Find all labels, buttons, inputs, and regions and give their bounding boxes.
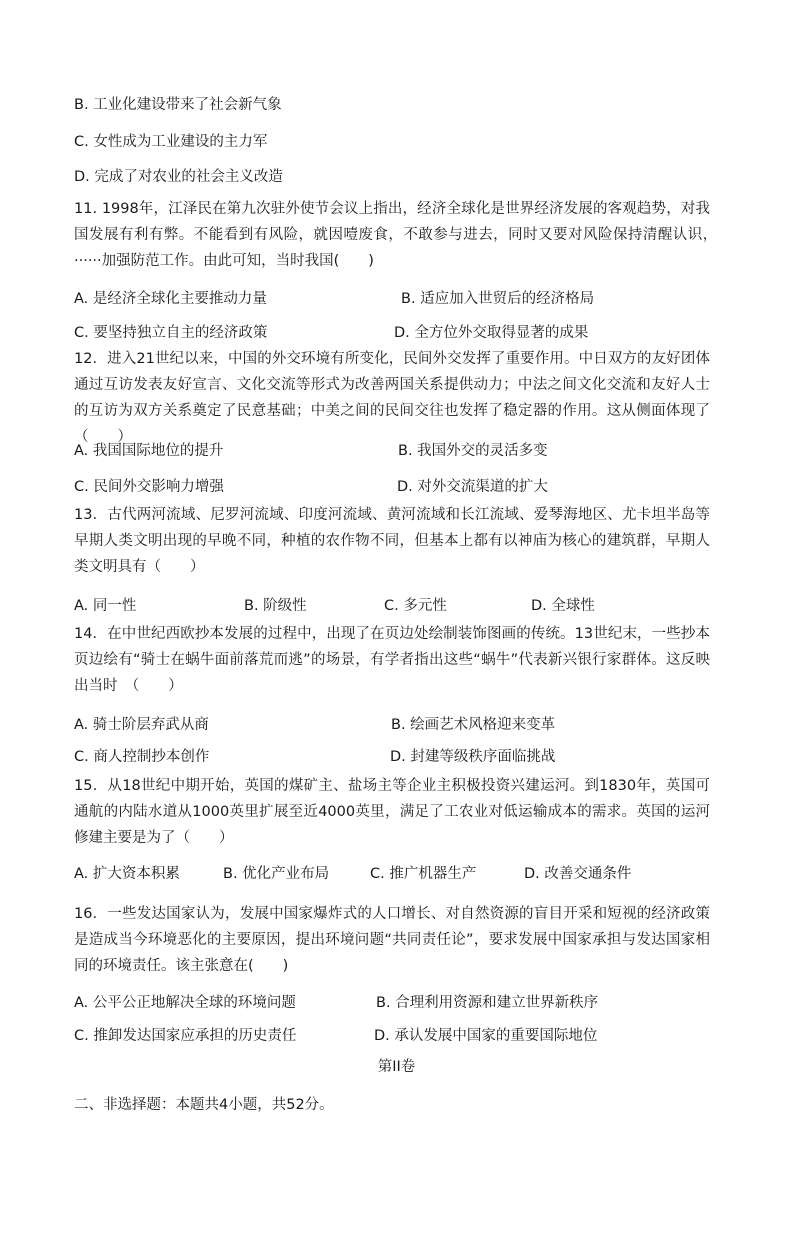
section-title: 第II卷: [377, 1059, 416, 1075]
question-16-option-b: B. 合理利用资源和建立世界新秩序: [376, 995, 599, 1011]
question-14-stem: 14．在中世纪西欧抄本发展的过程中，出现了在页边处绘制装饰图画的传统。13世纪末，一些抄本页边绘有“骑士在蜗牛面前落荒而逃”的场景，有学者指出这些“蜗牛”代表新兴银行家群体。这反映出当时 （ ）: [74, 626, 710, 694]
q10-option-d: D. 完成了对农业的社会主义改造: [74, 169, 283, 185]
question-13-stem: 13．古代两河流域、尼罗河流域、印度河流域、黄河流域和长江流域、爱琴海地区、尤卡坦半岛等早期人类文明出现的早晚不同，种植的农作物不同，但基本上都有以神庙为核心的建筑群，早期人类文明具有（ ）: [74, 507, 710, 575]
question-12-option-a: A. 我国国际地位的提升: [74, 443, 224, 459]
question-15-option-a: A. 扩大资本积累: [74, 866, 180, 882]
question-12-option-d: D. 对外交流渠道的扩大: [397, 479, 548, 495]
question-12-stem: 12．进入21世纪以来，中国的外交环境有所变化，民间外交发挥了重要作用。中日双方的友好团体通过互访发表友好宣言、文化交流等形式为改善两国关系提供动力；中法之间文化交流和友好人士的互访为双方关系奠定了民意基础；中美之间的民间交往也发挥了稳定器的作用。这从侧面体现了（ ）: [74, 351, 710, 445]
question-11-option-c: C. 要坚持独立自主的经济政策: [74, 325, 268, 341]
question-11-option-d: D. 全方位外交取得显著的成果: [394, 325, 589, 341]
question-11-option-a: A. 是经济全球化主要推动力量: [74, 291, 267, 307]
question-13-option-d: D. 全球性: [531, 598, 595, 614]
question-14-option-a: A. 骑士阶层弃武从商: [74, 717, 209, 733]
question-15-option-c: C. 推广机器生产: [370, 866, 477, 882]
question-14-option-c: C. 商人控制抄本创作: [74, 749, 210, 765]
question-12-option-c: C. 民间外交影响力增强: [74, 479, 224, 495]
question-15-option-d: D. 改善交通条件: [524, 866, 632, 882]
question-16-stem: 16．一些发达国家认为，发展中国家爆炸式的人口增长、对自然资源的盲目开采和短视的经济政策是造成当今环境恶化的主要原因，提出环境问题“共同责任论”，要求发展中国家承担与发达国家相同的环境责任。该主张意在( ): [74, 906, 710, 974]
question-13-option-c: C. 多元性: [384, 598, 447, 614]
question-13-option-a: A. 同一性: [74, 598, 137, 614]
question-16-option-a: A. 公平公正地解决全球的环境问题: [74, 995, 296, 1011]
section-intro: 二、非选择题：本题共4小题，共52分。: [74, 1097, 334, 1113]
question-16-option-c: C. 推卸发达国家应承担的历史责任: [74, 1028, 297, 1044]
question-11-stem: 11. 1998年，江泽民在第九次驻外使节会议上指出，经济全球化是世界经济发展的客观趋势，对我国发展有利有弊。不能看到有风险，就因噎废食，不敢参与进去，同时又要对风险保持清醒认识，······加强防范工作。由此可知，当时我国( ): [74, 201, 710, 269]
question-14-option-d: D. 封建等级秩序面临挑战: [390, 749, 556, 765]
q10-option-b: B. 工业化建设带来了社会新气象: [74, 97, 282, 113]
question-12-option-b: B. 我国外交的灵活多变: [398, 443, 548, 459]
question-13-option-b: B. 阶级性: [244, 598, 307, 614]
question-14-option-b: B. 绘画艺术风格迎来变革: [391, 717, 556, 733]
question-15-stem: 15．从18世纪中期开始，英国的煤矿主、盐场主等企业主积极投资兴建运河。到1830年，英国可通航的内陆水道从1000英里扩展至近4000英里，满足了工农业对低运输成本的需求。英国的运河修建主要是为了（ ）: [74, 778, 710, 846]
question-16-option-d: D. 承认发展中国家的重要国际地位: [374, 1028, 598, 1044]
question-15-option-b: B. 优化产业布局: [223, 866, 330, 882]
q10-option-c: C. 女性成为工业建设的主力军: [74, 134, 268, 150]
question-11-option-b: B. 适应加入世贸后的经济格局: [401, 291, 595, 307]
